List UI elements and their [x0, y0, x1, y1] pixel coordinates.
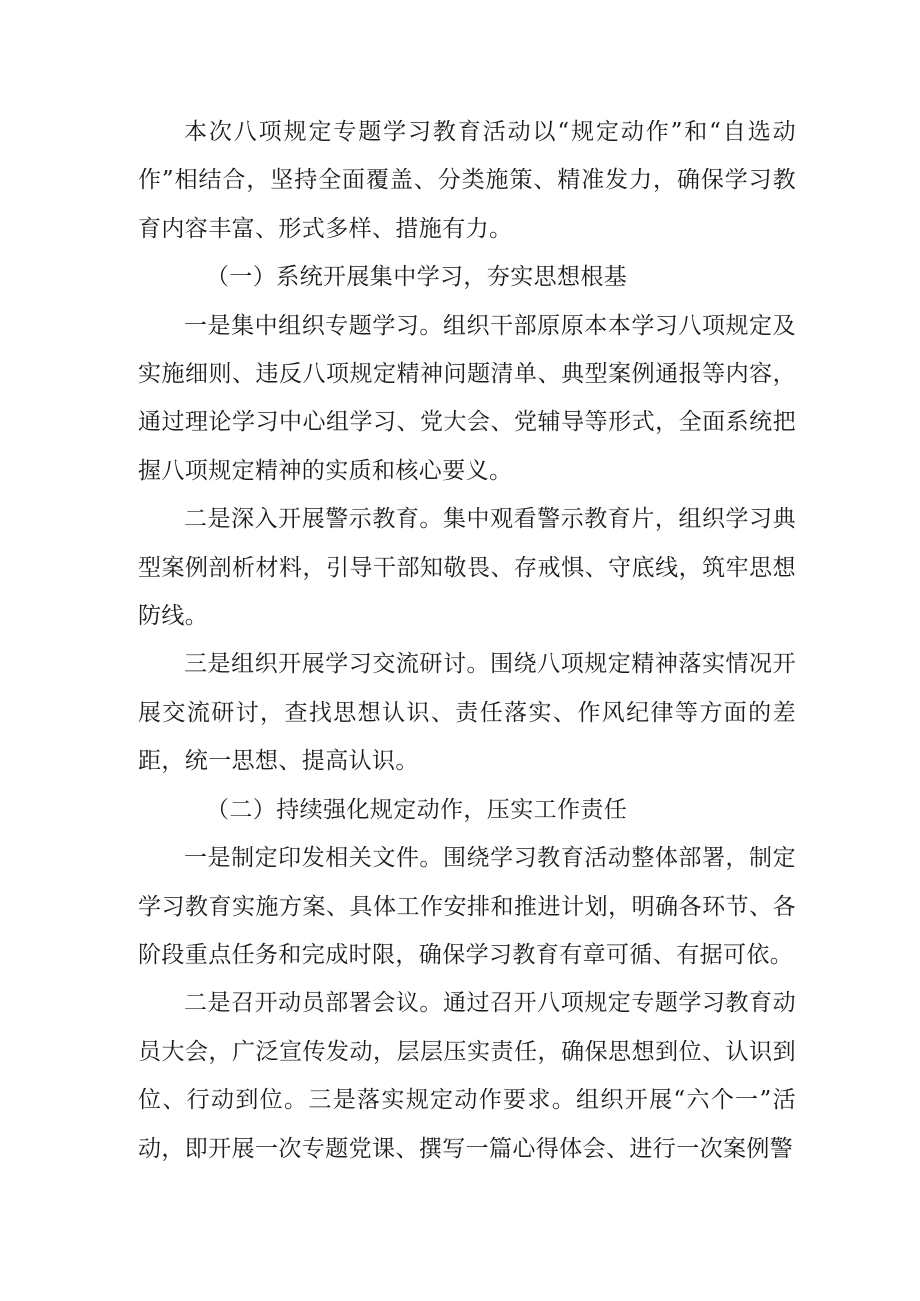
- paragraph-mobilization: 二是召开动员部署会议。通过召开八项规定专题学习教育动员大会，广泛宣传发动，层层压实责任，确保思想到位、认识到位、行动到位。三是落实规定动作要求。组织开展“六个一”活动，即开展一次专题党课、撰写一篇心得体会、进行一次案例警: [138, 990, 796, 1162]
- paragraph-study: 一是集中组织专题学习。组织干部原原本本学习八项规定及实施细则、违反八项规定精神问题清单、典型案例通报等内容，通过理论学习中心组学习、党大会、党辅导等形式，全面系统把握八项规定精神的实质和核心要义。: [138, 312, 796, 484]
- paragraph-discussion: 三是组织开展学习交流研讨。围绕八项规定精神落实情况开展交流研讨，查找思想认识、责任落实、作风纪律等方面的差距，统一思想、提高认识。: [138, 651, 796, 775]
- paragraph-documents: 一是制定印发相关文件。围绕学习教育活动整体部署，制定学习教育实施方案、具体工作安排和推进计划，明确各环节、各阶段重点任务和完成时限，确保学习教育有章可循、有据可依。: [138, 845, 796, 968]
- paragraph-warning-education: 二是深入开展警示教育。集中观看警示教育片，组织学习典型案例剖析材料，引导干部知敬畏、存戒惧、守底线，筑牢思想防线。: [138, 506, 796, 630]
- section-heading-2: （二）持续强化规定动作，压实工作责任: [206, 796, 628, 823]
- document-body: [138, 108, 796, 1173]
- section-heading-1: （一）系统开展集中学习，夯实思想根基: [206, 264, 628, 291]
- paragraph-intro: 本次八项规定专题学习教育活动以“规定动作”和“自选动作”相结合，坚持全面覆盖、分类施策、精准发力，确保学习教育内容丰富、形式多样、措施有力。: [138, 119, 796, 242]
